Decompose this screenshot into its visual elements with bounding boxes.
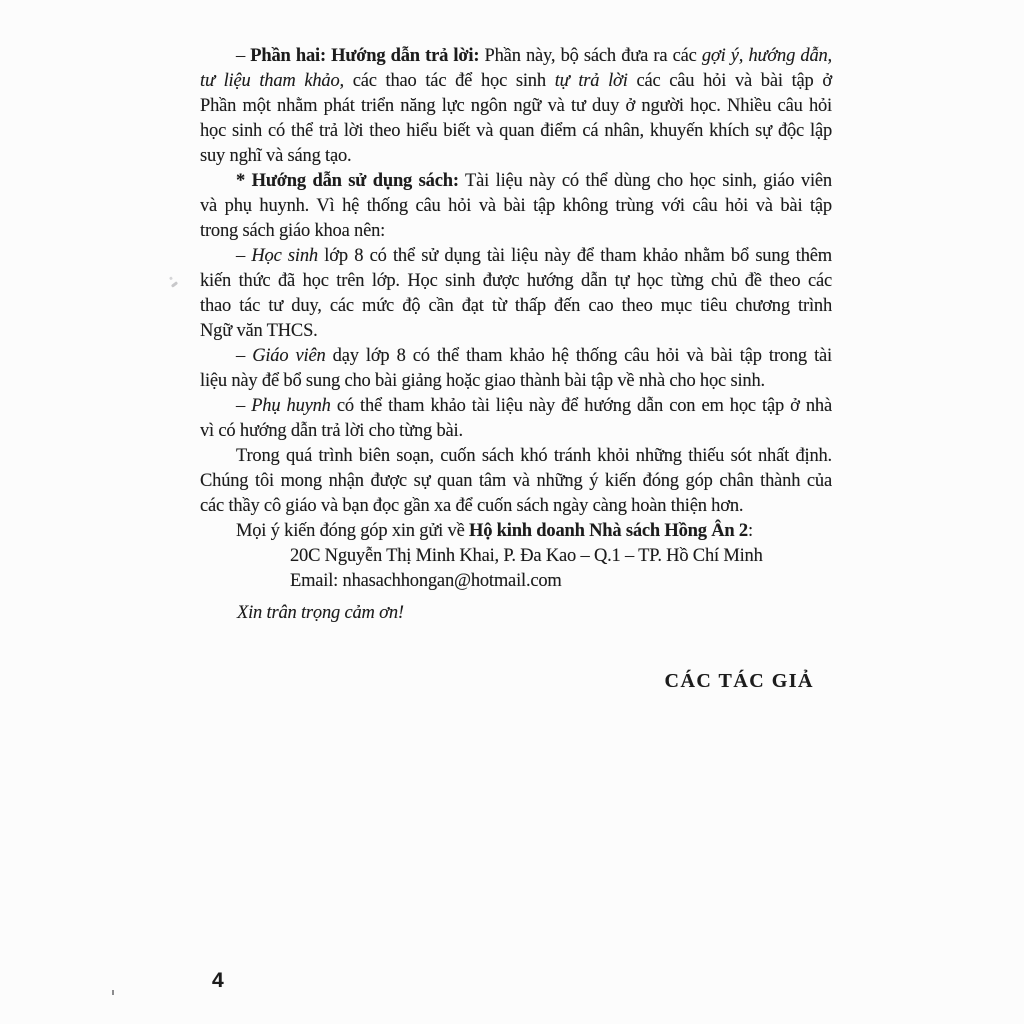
text-segment: các câu hỏi và bài tập ở	[627, 71, 832, 91]
text-line	[200, 601, 832, 626]
text-line	[200, 519, 832, 544]
text-line	[200, 194, 832, 219]
text-segment: và phụ huynh. Vì hệ thống câu hỏi và bài tập không trùng với câu hỏi và bài tập	[200, 196, 832, 216]
text-segment: Phần một nhằm phát triển năng lực ngôn ngữ và tư duy ở người học. Nhiều câu hỏi	[200, 96, 832, 116]
text-segment: tự trả lời	[554, 71, 628, 91]
text-line	[200, 244, 832, 269]
text-line	[200, 444, 832, 469]
paragraph-giao-vien	[200, 344, 832, 394]
text-segment: –	[236, 46, 251, 66]
paragraph-contact	[200, 544, 832, 594]
text-line	[200, 344, 832, 369]
text-line	[200, 369, 832, 394]
text-line	[200, 44, 832, 69]
text-segment: suy nghĩ và sáng tạo.	[200, 146, 352, 166]
text-segment: Ngữ văn THCS.	[200, 321, 318, 341]
text-segment: Giáo viên	[252, 346, 326, 366]
scan-speck	[112, 990, 114, 995]
text-segment: có thể tham khảo tài liệu này để hướng dẫn con em học tập ở nhà	[330, 396, 832, 416]
text-segment: Trong quá trình biên soạn, cuốn sách khó tránh khỏi những thiếu sót nhất định.	[236, 446, 832, 466]
scan-smudge	[171, 281, 178, 288]
text-segment: học sinh có thể trả lời theo hiểu biết và quan điểm cá nhân, khuyến khích sự độc lập	[200, 121, 832, 141]
paragraph-loi-ngo-tac-gia	[200, 444, 832, 519]
text-line	[200, 319, 832, 344]
text-block	[200, 44, 832, 626]
text-line	[200, 269, 832, 294]
text-segment: Phần này, bộ sách đưa ra các	[479, 46, 702, 66]
text-segment: 20C Nguyễn Thị Minh Khai, P. Đa Kao – Q.1 – TP. Hồ Chí Minh	[290, 546, 763, 566]
paragraph-hoc-sinh	[200, 244, 832, 344]
authors-signature: CÁC TÁC GIẢ	[664, 670, 814, 692]
text-segment: các thao tác để học sinh	[343, 71, 555, 91]
text-line	[200, 219, 832, 244]
text-line	[200, 294, 832, 319]
paragraph-phan-hai	[200, 44, 832, 169]
text-line	[200, 569, 832, 594]
text-segment: dạy lớp 8 có thể tham khảo hệ thống câu hỏi và bài tập trong tài	[325, 346, 832, 366]
text-line	[200, 119, 832, 144]
text-segment: Học sinh	[251, 246, 318, 266]
text-line	[200, 419, 832, 444]
text-segment: kiến thức đã học trên lớp. Học sinh được hướng dẫn tự học từng chủ đề theo các	[200, 271, 833, 291]
text-segment: Phụ huynh	[251, 396, 331, 416]
text-segment: :	[747, 521, 753, 541]
page-number: 4	[212, 969, 224, 992]
text-segment: lớp 8 có thể sử dụng tài liệu này để tham khảo nhằm bổ sung thêm	[317, 246, 832, 266]
text-segment: Chúng tôi mong nhận được sự quan tâm và những ý kiến đóng góp chân thành của	[200, 471, 832, 491]
text-segment: vì có hướng dẫn trả lời cho từng bài.	[200, 421, 463, 441]
text-line	[200, 494, 832, 519]
text-segment: Tài liệu này có thể dùng cho học sinh, giáo viên	[458, 171, 832, 191]
text-line	[200, 469, 832, 494]
text-segment: Mọi ý kiến đóng góp xin gửi về	[236, 521, 470, 541]
text-segment: * Hướng dẫn sử dụng sách:	[236, 171, 459, 191]
text-segment: các thầy cô giáo và bạn đọc gần xa để cuốn sách ngày càng hoàn thiện hơn.	[200, 496, 744, 516]
text-segment: –	[236, 346, 253, 366]
paragraph-gui-y-kien	[200, 519, 832, 544]
text-segment: trong sách giáo khoa nên:	[200, 221, 386, 241]
text-line	[200, 394, 832, 419]
text-segment: Xin trân trọng cảm ơn!	[237, 603, 404, 623]
paragraph-phu-huynh	[200, 394, 832, 444]
text-segment: liệu này để bổ sung cho bài giảng hoặc giao thành bài tập về nhà cho học sinh.	[200, 371, 765, 391]
text-line	[200, 69, 832, 94]
paragraph-cam-on	[200, 601, 832, 626]
text-line	[200, 169, 832, 194]
text-segment: Hộ kinh doanh Nhà sách Hồng Ân 2	[469, 521, 748, 541]
paragraph-huong-dan-su-dung-sach	[200, 169, 832, 244]
text-line	[200, 544, 832, 569]
text-line	[200, 94, 832, 119]
text-segment: –	[236, 246, 252, 266]
text-segment: gợi ý, hướng dẫn,	[701, 46, 832, 66]
text-segment: –	[236, 396, 252, 416]
text-segment: Email: nhasachhongan@hotmail.com	[290, 571, 562, 591]
text-segment: Phần hai: Hướng dẫn trả lời:	[250, 46, 480, 66]
text-segment: thao tác tư duy, các mức độ cần đạt từ thấp đến cao theo mục tiêu chương trình	[200, 296, 833, 316]
text-line	[200, 144, 832, 169]
text-segment: tư liệu tham khảo,	[200, 71, 344, 91]
